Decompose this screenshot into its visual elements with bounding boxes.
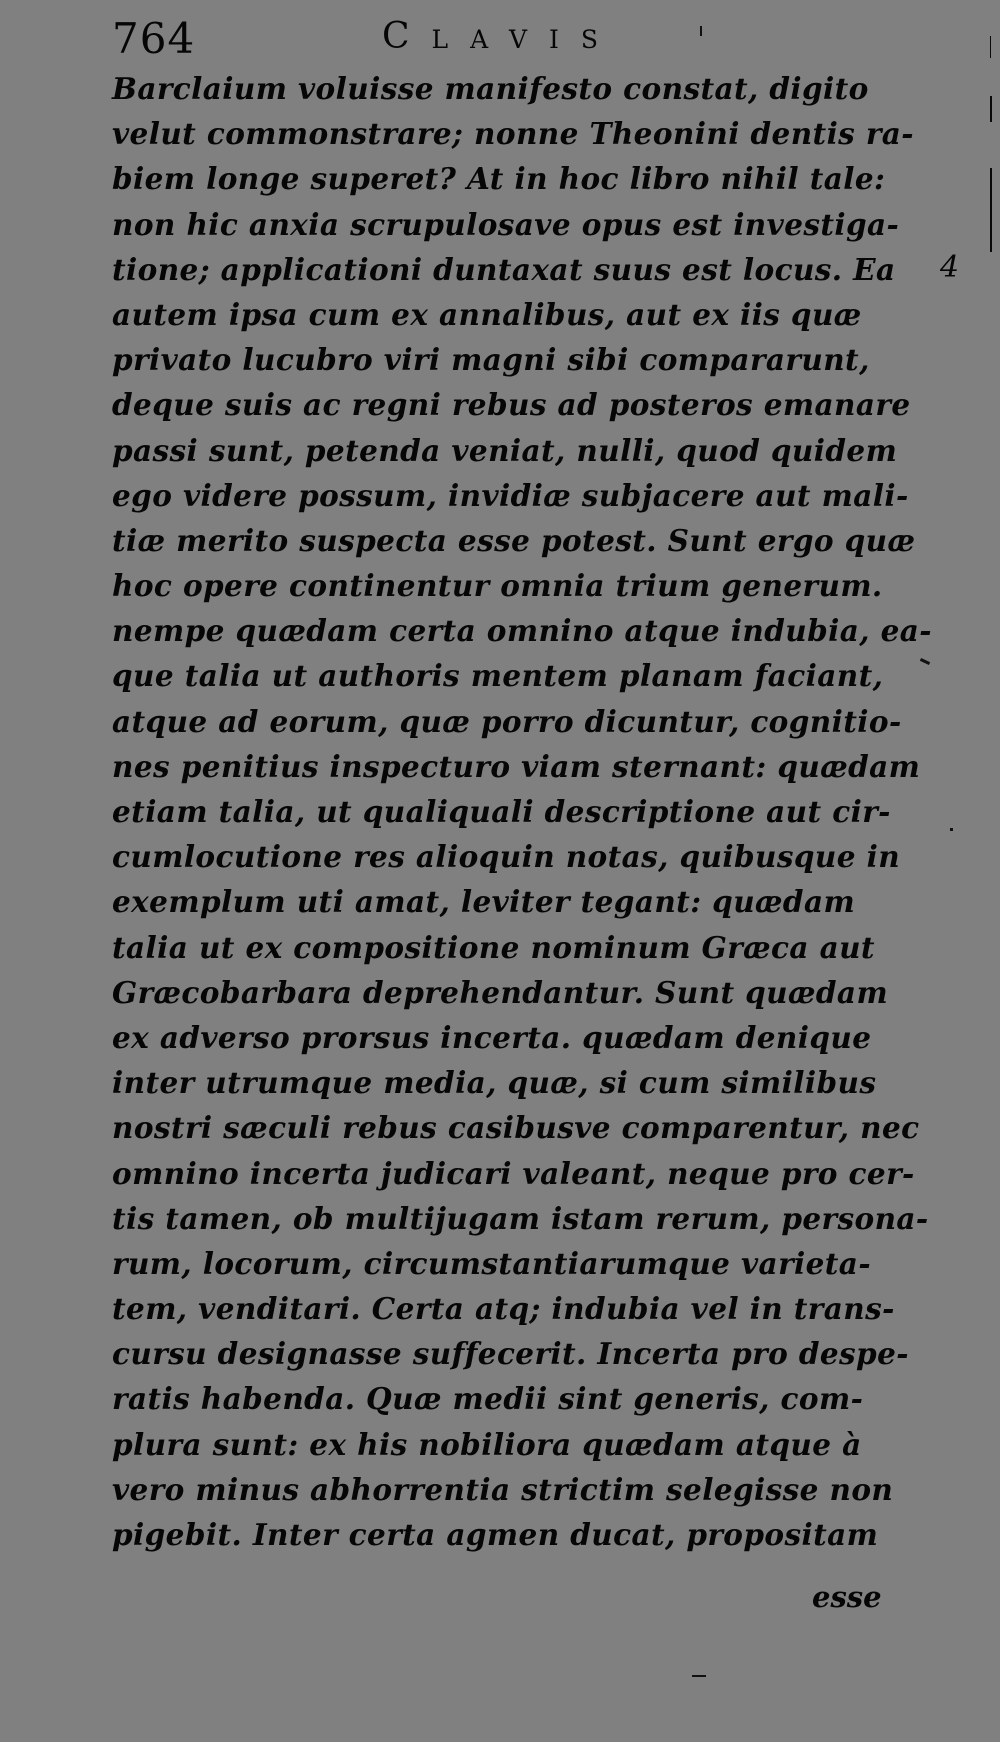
text-line: tem, venditari. Certa atq; indubia vel in trans-: [112, 1291, 895, 1327]
text-line: plura sunt: ex his nobiliora quædam atque à: [112, 1426, 862, 1462]
text-line: nempe quædam certa omnino atque indubia, ea-: [112, 613, 932, 649]
page-edge-mark: [990, 36, 991, 58]
text-line: ego videre possum, invidiæ subjacere aut mali-: [112, 477, 909, 513]
page-header: [112, 14, 832, 64]
text-line: tiæ merito suspecta esse potest. Sunt ergo quæ: [112, 522, 916, 558]
text-line: velut commonstrare; nonne Theonini dentis ra-: [112, 116, 914, 152]
page-edge-mark: [990, 168, 992, 252]
text-line: tione; applicationi duntaxat suus est locus. Ea: [112, 251, 896, 287]
text-line: ex adverso prorsus incerta. quædam denique: [112, 1019, 872, 1055]
text-line: ratis habenda. Quæ medii sint generis, com-: [112, 1381, 864, 1417]
ink-smudge: [700, 26, 702, 36]
ink-smudge: [950, 828, 953, 831]
text-line: vero minus abhorrentia strictim selegisse non: [112, 1471, 894, 1507]
page-edge-mark: [990, 96, 992, 122]
page-number: 764: [112, 14, 196, 63]
text-line: cumlocutione res alioquin notas, quibusque in: [112, 839, 901, 875]
text-line: que talia ut authoris mentem planam faciant,: [112, 658, 884, 694]
text-line: cursu designasse suffecerit. Incerta pro despe-: [112, 1336, 909, 1372]
text-line: omnino incerta judicari valeant, neque pro cer-: [112, 1155, 915, 1191]
text-line: pigebit. Inter certa agmen ducat, propositam: [112, 1517, 879, 1552]
margin-mark: 4: [940, 250, 960, 285]
text-line: autem ipsa cum ex annalibus, aut ex iis quæ: [112, 296, 862, 332]
text-line: Barclaium voluisse manifesto constat, digito: [112, 71, 869, 106]
text-line: etiam talia, ut qualiquali descriptione aut cir-: [112, 794, 891, 829]
text-line: biem longe superet? At in hoc libro nihil tale:: [112, 161, 886, 197]
text-line: atque ad eorum, quæ porro dicuntur, cognitio-: [112, 703, 902, 739]
text-line: nes penitius inspecturo viam sternant: quædam: [112, 748, 921, 784]
ink-smudge: [920, 658, 930, 665]
text-line: exemplum uti amat, leviter tegant: quædam: [112, 884, 856, 920]
text-line: rum, locorum, circumstantiarumque varieta-: [112, 1245, 871, 1281]
running-title: Clavis: [382, 16, 621, 57]
text-line: talia ut ex compositione nominum Græca aut: [112, 929, 875, 965]
body-text: [112, 66, 932, 1557]
ink-smudge: [692, 1675, 706, 1677]
text-line: inter utrumque media, quæ, si cum similibus: [112, 1065, 877, 1101]
text-line: deque suis ac regni rebus ad posteros emanare: [112, 387, 911, 423]
catchword: esse: [812, 1580, 882, 1614]
text-line: hoc opere continentur omnia trium generum.: [112, 568, 883, 604]
text-line: passi sunt, petenda veniat, nulli, quod quidem: [112, 432, 898, 468]
text-line: non hic anxia scrupulosave opus est investiga-: [112, 206, 900, 242]
text-line: tis tamen, ob multijugam istam rerum, persona-: [112, 1200, 929, 1236]
text-line: privato lucubro viri magni sibi compararunt,: [112, 342, 870, 378]
text-line: nostri sæculi rebus casibusve comparentur, nec: [112, 1110, 920, 1146]
text-line: Græcobarbara deprehendantur. Sunt quædam: [112, 974, 889, 1010]
